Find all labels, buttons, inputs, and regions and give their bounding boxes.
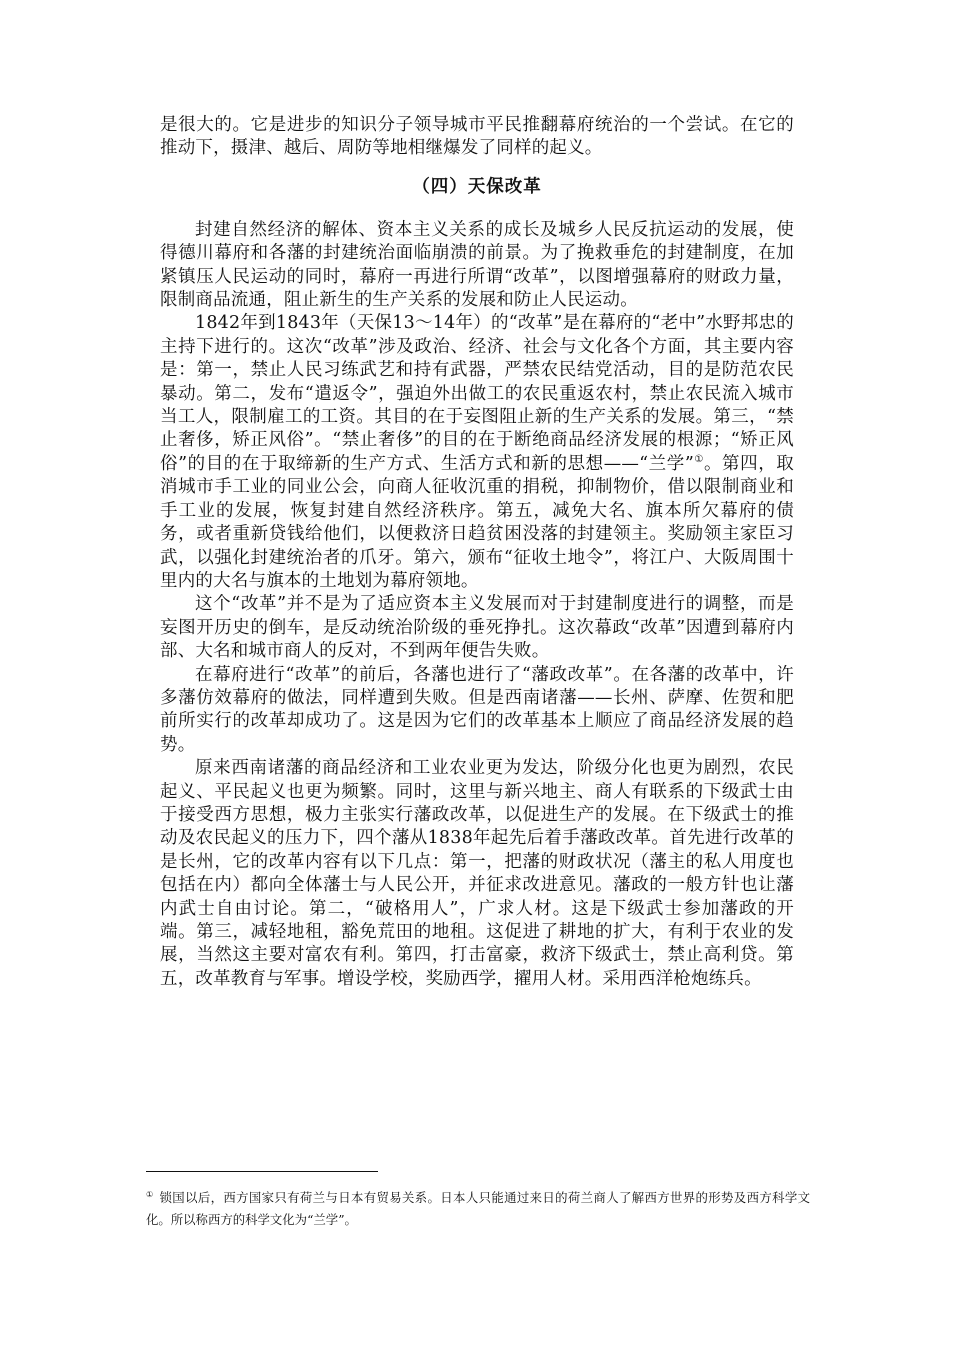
page-body [160, 114, 794, 991]
paragraph-2-text-b: 。第四，取消城市手工业的同业公会，向商人征收沉重的捐税，抑制物价，借以限制商业和手工业的发展，恢复封建自然经济秩序。第五，减免大名、旗本所欠幕府的债务，或者重新贷钱给他们，以便救济日趋贫困没落的封建领主。奖励领主家臣习武，以强化封建统治者的爪牙。第六，颁布“征收土地令”，将江户、大阪周围十里内的大名与旗本的土地划为幕府领地。 [160, 453, 794, 591]
paragraph-5: 原来西南诸藩的商品经济和工业农业更为发达，阶级分化也更为剧烈，农民起义、平民起义也更为频繁。同时，这里与新兴地主、商人有联系的下级武士由于接受西方思想，极力主张实行藩政改革，以促进生产的发展。在下级武士的推动及农民起义的压力下，四个藩从1838年起先后着手藩政改革。首先进行改革的是长州，它的改革内容有以下几点：第一，把藩的财政状况（藩主的私人用度也包括在内）都向全体藩士与人民公开，并征求改进意见。藩政的一般方针也让藩内武士自由讨论。第二，“破格用人”，广求人材。这是下级武士参加藩政的开端。第三，减轻地租，豁免荒田的地租。这促进了耕地的扩大，有利于农业的发展，当然这主要对富农有利。第四，打击富豪，救济下级武士，禁止高利贷。第五，改革教育与军事。增设学校，奖励西学，擢用人材。采用西洋枪炮练兵。 [160, 758, 794, 989]
continued-paragraph: 是很大的。它是进步的知识分子领导城市平民推翻幕府统治的一个尝试。在它的推动下，摄津、越后、周防等地相继爆发了同样的起义。 [160, 115, 794, 159]
paragraph-2 [160, 312, 794, 593]
footnote-divider [146, 1171, 378, 1172]
paragraph-1: 封建自然经济的解体、资本主义关系的成长及城乡人民反抗运动的发展，使得德川幕府和各藩的封建统治面临崩溃的前景。为了挽救垂危的封建制度，在加紧镇压人民运动的同时，幕府一再进行所谓“改革”，以图增强幕府的财政力量，限制商品流通，阻止新生的生产关系的发展和防止人民运动。 [160, 219, 794, 311]
footnote [146, 1187, 810, 1231]
footnote-mark: ① [146, 1189, 154, 1199]
paragraph-3: 这个“改革”并不是为了适应资本主义发展而对于封建制度进行的调整，而是妄图开历史的倒车，是反动统治阶级的垂死挣扎。这次幕政“改革”因遭到幕府内部、大名和城市商人的反对，不到两年便告失败。 [160, 594, 794, 662]
paragraph-4: 在幕府进行“改革”的前后，各藩也进行了“藩政改革”。在各藩的改革中，许多藩仿效幕府的做法，同样遭到失败。但是西南诸藩——长州、萨摩、佐贺和肥前所实行的改革却成功了。这是因为它们的改革基本上顺应了商品经济发展的趋势。 [160, 664, 794, 755]
footnote-text: 锁国以后，西方国家只有荷兰与日本有贸易关系。日本人只能通过来日的荷兰商人了解西方世界的形势及西方科学文化。所以称西方的科学文化为“兰学”。 [146, 1190, 811, 1227]
footnote-reference: ① [693, 454, 704, 466]
paragraph-2-text-a: 1842年到1843年（天保13～14年）的“改革”是在幕府的“老中”水野邦忠的主持下进行的。这次“改革”涉及政治、经济、社会与文化各个方面，其主要内容是：第一，禁止人民习练武艺和持有武器，严禁农民结党活动，目的是防范农民暴动。第二，发布“遣返令”，强迫外出做工的农民重返农村，禁止农民流入城市当工人，限制雇工的工资。其目的在于妄图阻止新的生产关系的发展。第三，“禁止奢侈，矫正风俗”。“禁止奢侈”的目的在于断绝商品经济发展的根源；“矫正风俗”的目的在于取缔新的生产方式、生活方式和新的思想——“兰学” [160, 313, 794, 474]
section-heading: （四）天保改革 [412, 176, 542, 197]
